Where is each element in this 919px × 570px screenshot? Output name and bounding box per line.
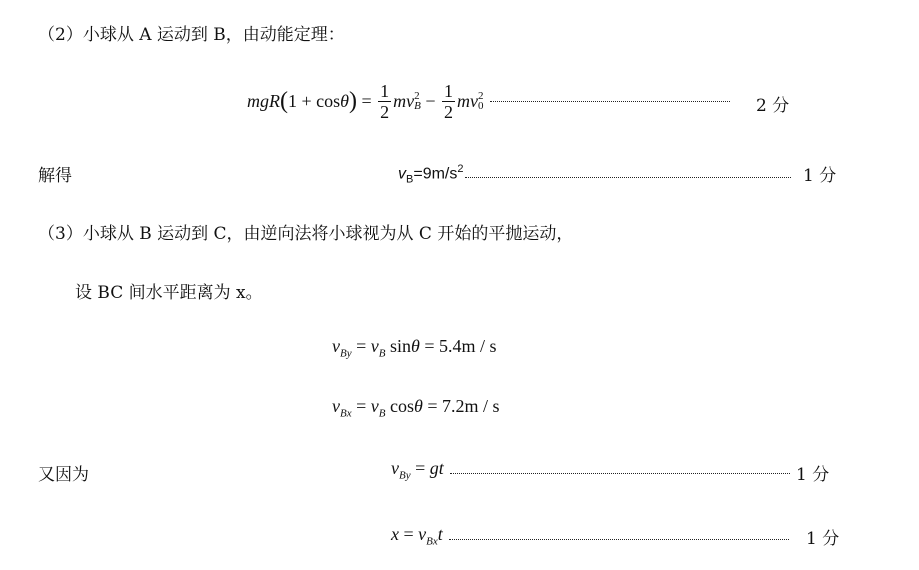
part3-setup: 设 BC 间水平距离为 x。 <box>75 283 263 303</box>
result-label: 解得 <box>38 166 72 186</box>
part2-heading: （2）小球从 A 运动到 B，由动能定理： <box>38 25 345 45</box>
because-label: 又因为 <box>38 465 89 485</box>
energy-score: 2 分 <box>756 96 790 116</box>
vb-result: $v_B=9m/s^2$ <box>398 163 791 186</box>
vby-gt-equation: $v_{By}$ = gt <box>391 458 790 482</box>
vby-equation: $v_{By} = v_B$ sinθ = 5.4m / s <box>332 336 497 360</box>
vbx-equation: $v_{Bx} = v_B$ cosθ = 7.2m / s <box>332 396 500 420</box>
vbx-value: 7.2m / s <box>442 396 500 416</box>
energy-equation: mgR ( 1 + cos θ ) = $\frac{1}{2}$ mv 2 B − $\frac{1}{2}$ mv 2 0 <box>247 76 730 126</box>
vby-gt-score: 1 分 <box>796 465 830 485</box>
x-equation: $x = v_{Bx}t$ <box>391 524 789 548</box>
x-score: 1 分 <box>806 529 840 549</box>
vby-value: 5.4m / s <box>439 336 497 356</box>
part3-heading: （3）小球从 B 运动到 C，由逆向法将小球视为从 C 开始的平抛运动， <box>38 224 574 244</box>
vb-score: 1 分 <box>803 166 837 186</box>
